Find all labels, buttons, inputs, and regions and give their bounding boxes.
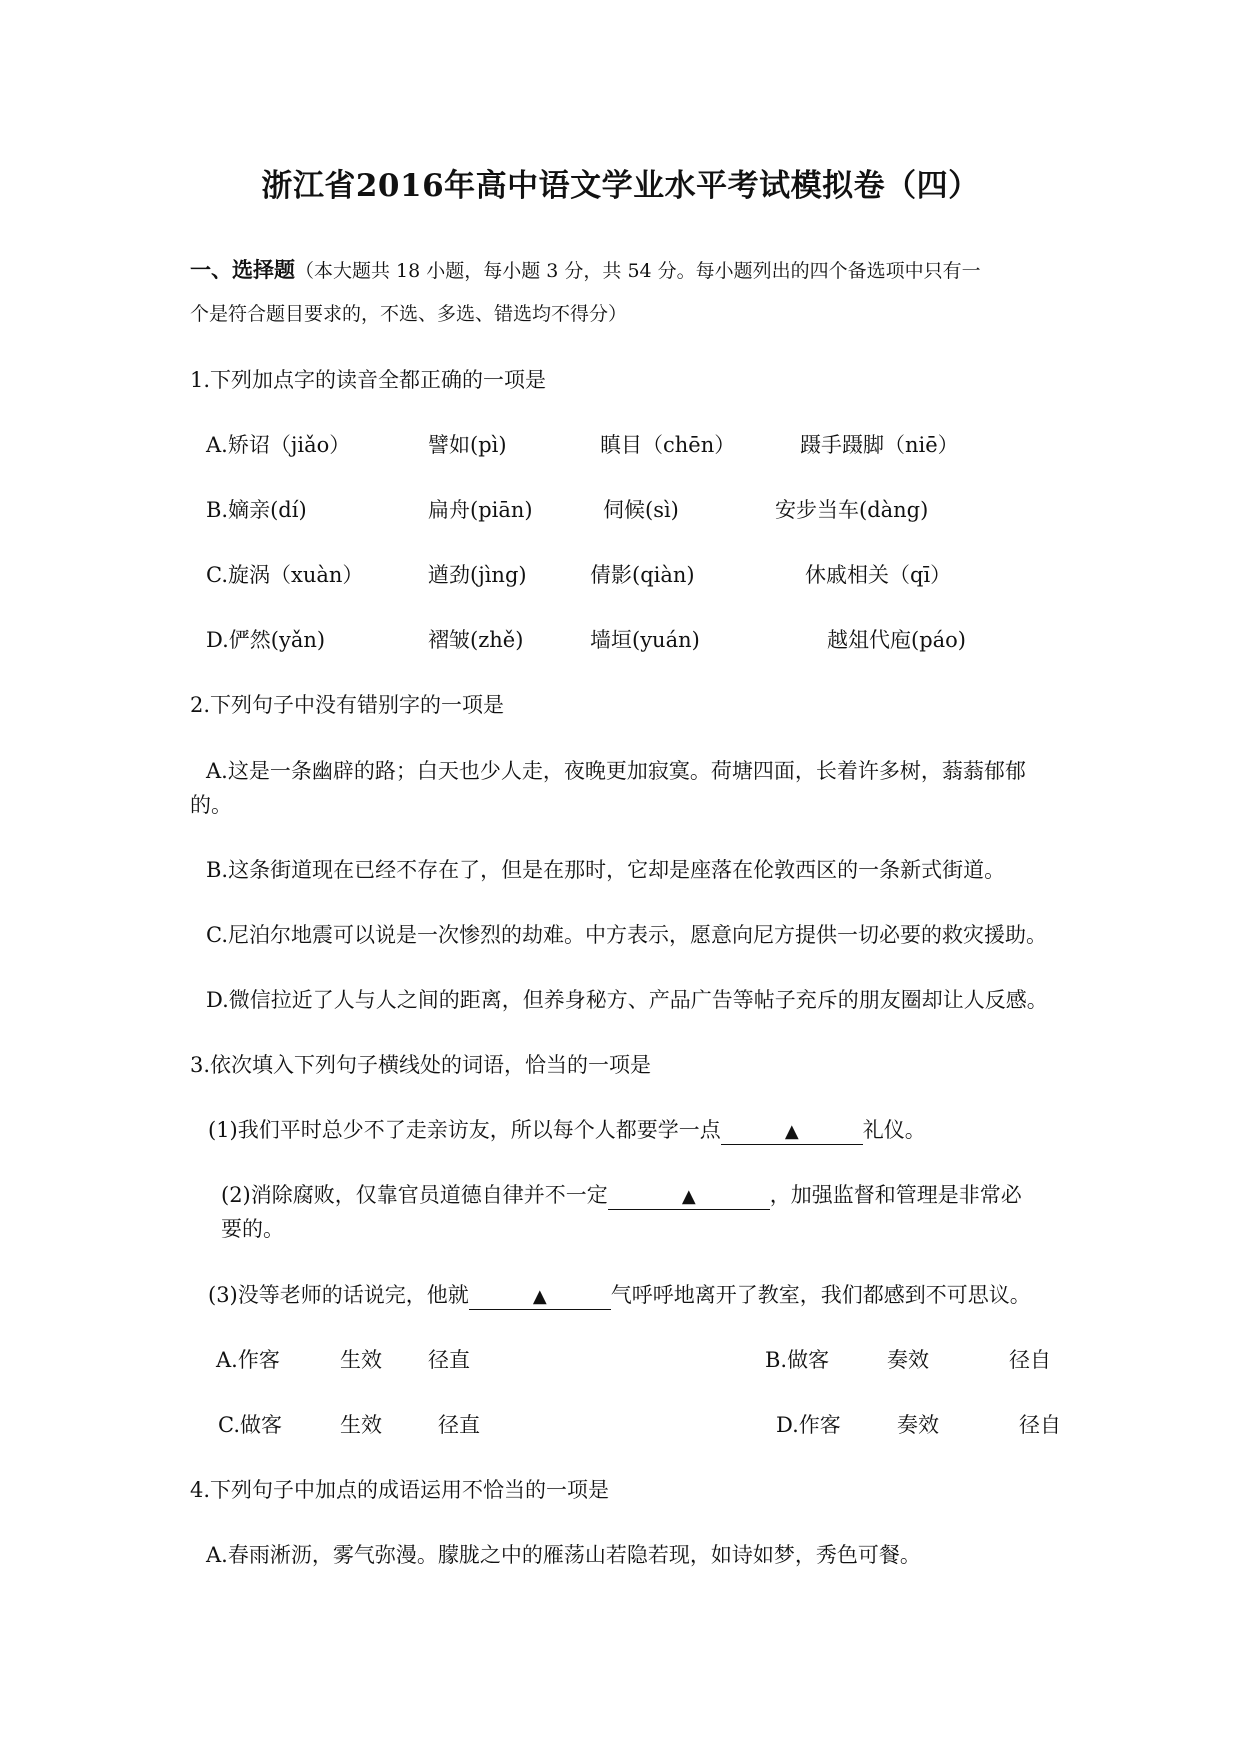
- q3-option-a-1: A.作客: [216, 1348, 280, 1372]
- answer-blank: [608, 1183, 770, 1210]
- question-4-stem: 4.下列句子中加点的成语运用不恰当的一项是: [190, 1478, 610, 1502]
- question-1-stem: 1.下列加点字的读音全都正确的一项是: [190, 368, 547, 392]
- q3-option-c-3: 径直: [438, 1413, 480, 1437]
- blank-marker: ▲: [784, 1121, 799, 1142]
- q1-option-a-4: 蹑手蹑脚（niē）: [800, 433, 959, 457]
- q3-s2-after: ，加强监督和管理是非常必: [769, 1183, 1022, 1207]
- q3-option-b-1: B.做客: [765, 1348, 830, 1372]
- q3-option-b-3: 径自: [1009, 1348, 1051, 1372]
- question-3-stem: 3.依次填入下列句子横线处的词语，恰当的一项是: [190, 1053, 652, 1077]
- q1-option-b-2: 扁舟(piān): [428, 498, 533, 522]
- q3-option-a-2: 生效: [340, 1348, 382, 1372]
- section-instructions-line2: 个是符合题目要求的，不选、多选、错选均不得分）: [190, 303, 628, 325]
- blank-marker: ▲: [532, 1286, 547, 1307]
- q1-option-d-3: 墙垣(yuán): [590, 628, 700, 652]
- page-title: 浙江省2016年高中语文学业水平考试模拟卷（四）: [261, 168, 980, 204]
- q3-s3-after: 气呼呼地离开了教室，我们都感到不可思议。: [610, 1283, 1031, 1307]
- q4-option-a: A.春雨淅沥，雾气弥漫。朦胧之中的雁荡山若隐若现，如诗如梦，秀色可餐。: [206, 1543, 921, 1567]
- q3-s3-before: (3)没等老师的话说完，他就: [208, 1283, 469, 1307]
- q2-option-d: D.微信拉近了人与人之间的距离，但养身秘方、产品广告等帖子充斥的朋友圈却让人反感。: [206, 988, 1048, 1012]
- q1-option-c-1: C.旋涡（xuàn）: [206, 563, 364, 587]
- section-heading: [190, 253, 981, 288]
- q1-option-d-4: 越俎代庖(páo): [827, 628, 966, 652]
- q1-option-d-1: D.俨然(yǎn): [206, 628, 326, 652]
- q1-option-a-2: 譬如(pì): [428, 433, 507, 457]
- section-instructions-line1: （本大题共 18 小题，每小题 3 分，共 54 分。每小题列出的四个备选项中只有一: [295, 260, 981, 282]
- q3-option-d-2: 奏效: [897, 1413, 939, 1437]
- blank-marker: ▲: [681, 1186, 696, 1207]
- q1-option-b-4: 安步当车(dàng): [775, 498, 929, 522]
- q3-option-c-1: C.做客: [218, 1413, 282, 1437]
- q3-option-b-2: 奏效: [887, 1348, 929, 1372]
- q3-sentence-2: [221, 1178, 1022, 1212]
- q3-option-c-2: 生效: [340, 1413, 382, 1437]
- q3-option-a-3: 径直: [428, 1348, 470, 1372]
- answer-blank: [721, 1118, 863, 1145]
- q3-s2-before: (2)消除腐败，仅靠官员道德自律并不一定: [221, 1183, 608, 1207]
- q1-option-a-3: 瞋目（chēn）: [600, 433, 736, 457]
- q1-option-b-3: 伺候(sì): [603, 498, 679, 522]
- q1-option-b-1: B.嫡亲(dí): [206, 498, 307, 522]
- answer-blank: [469, 1283, 611, 1310]
- q1-option-d-2: 褶皱(zhě): [428, 628, 524, 652]
- q1-option-c-4: 休戚相关（qī）: [805, 563, 952, 587]
- q3-option-d-1: D.作客: [776, 1413, 841, 1437]
- q1-option-c-2: 遒劲(jìng): [428, 563, 527, 587]
- q3-option-d-3: 径自: [1019, 1413, 1061, 1437]
- q3-sentence-3: [208, 1278, 1031, 1312]
- q2-option-a-line2: 的。: [190, 793, 232, 817]
- section-label: 一、选择题: [190, 257, 295, 282]
- q2-option-b: B.这条街道现在已经不存在了，但是在那时，它却是座落在伦敦西区的一条新式街道。: [206, 858, 1006, 882]
- q3-sentence-2-line2: 要的。: [221, 1217, 284, 1241]
- q3-s1-before: (1)我们平时总少不了走亲访友，所以每个人都要学一点: [208, 1118, 721, 1142]
- q3-s1-after: 礼仪。: [862, 1118, 926, 1142]
- q1-option-c-3: 倩影(qiàn): [590, 563, 695, 587]
- q1-option-a-1: A.矫诏（jiǎo）: [206, 433, 351, 457]
- question-2-stem: 2.下列句子中没有错别字的一项是: [190, 693, 505, 717]
- q3-sentence-1: [208, 1113, 926, 1147]
- q2-option-a-line1: A.这是一条幽辟的路；白天也少人走，夜晚更加寂寞。荷塘四面，长着许多树，蓊蓊郁郁: [206, 759, 1026, 783]
- q2-option-c: C.尼泊尔地震可以说是一次惨烈的劫难。中方表示，愿意向尼方提供一切必要的救灾援助。: [206, 923, 1047, 947]
